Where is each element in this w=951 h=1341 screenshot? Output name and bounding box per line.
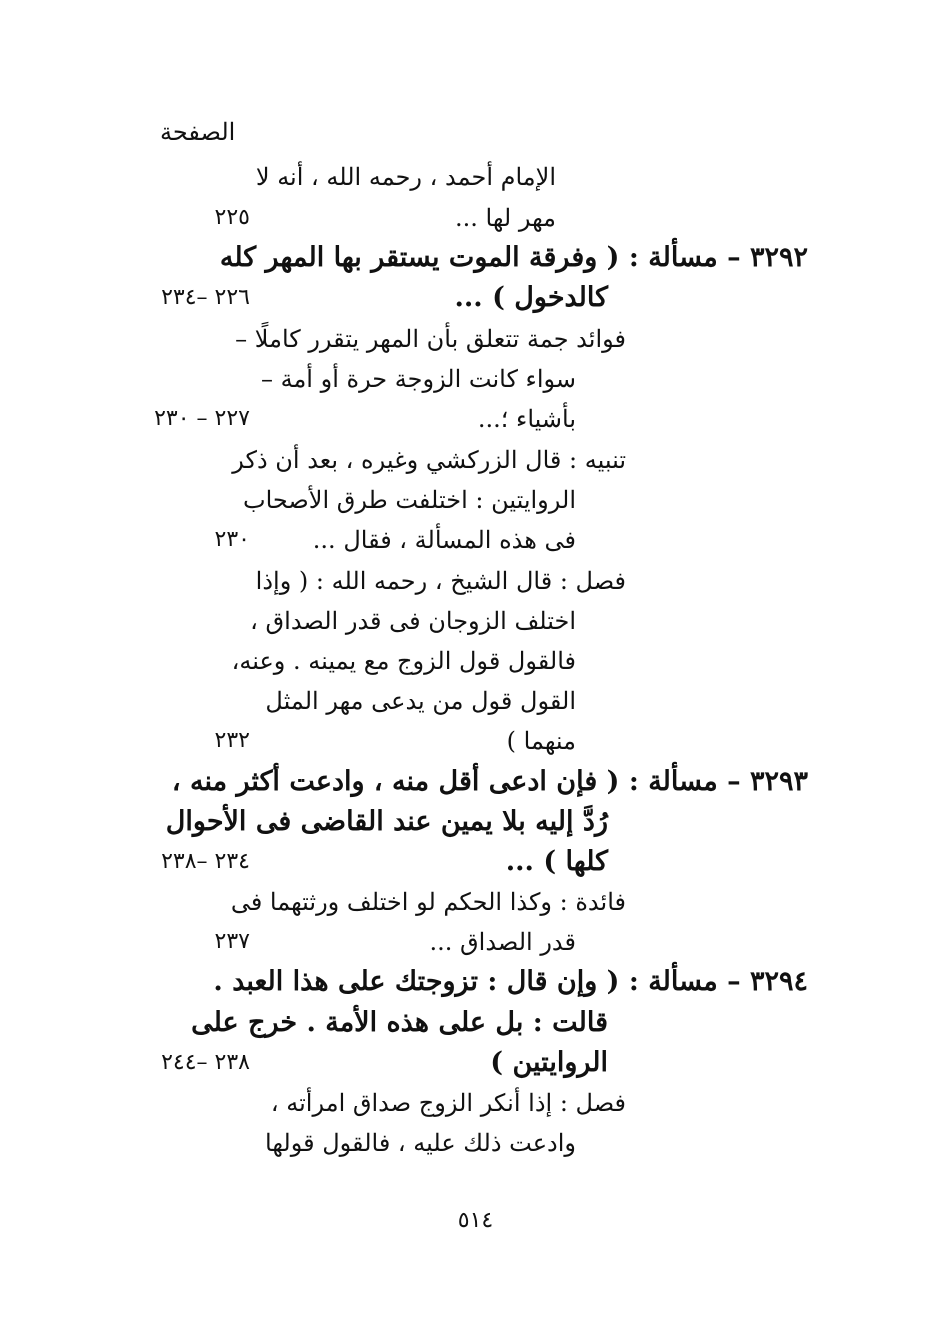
page-reference: ٢٣٢ <box>214 728 250 753</box>
entry-text: فائدة : وكذا الحكم لو اختلف ورثتهما فى <box>230 888 626 916</box>
page-reference: ٢٣٠ <box>214 527 250 552</box>
entry-text: فالقول قول الزوج مع يمينه . وعنه، <box>231 647 576 675</box>
index-entry <box>0 601 576 641</box>
index-entry <box>0 802 608 842</box>
index-entry <box>0 1003 608 1043</box>
entry-text: اختلف الزوجان فى قدر الصداق ، <box>250 607 576 635</box>
entry-text: فى هذه المسألة ، فقال ... <box>312 526 576 554</box>
entry-heading-text: رُدَّ إليه بلا يمين عند القاضى فى الأحوال <box>165 806 608 837</box>
index-entry <box>0 762 808 802</box>
page-reference: ٢٢٧ – ٢٣٠ <box>154 406 250 431</box>
entry-text: منهما ) <box>506 727 576 755</box>
entry-text: سواء كانت الزوجة حرة أو أمة – <box>260 365 576 393</box>
index-entry <box>0 440 626 480</box>
page-reference: ٢٣٧ <box>214 929 250 954</box>
page-reference: ٢٣٤ –٢٣٨ <box>161 849 250 874</box>
index-entry <box>0 157 556 197</box>
index-entry <box>0 561 626 601</box>
page-reference: ٢٢٦ –٢٣٤ <box>161 285 250 310</box>
entry-text: قدر الصداق ... <box>429 928 576 956</box>
entry-text: فصل : قال الشيخ ، رحمه الله : ( وإذا <box>255 567 626 595</box>
entry-text: تنبيه : قال الزركشي وغيره ، بعد أن ذكر <box>232 446 626 474</box>
index-entry <box>0 1083 626 1123</box>
entry-heading-text: كلها ) ... <box>505 846 608 877</box>
index-entry <box>0 681 576 721</box>
index-entry <box>0 962 808 1002</box>
entry-heading-text: ٣٢٩٣ – مسألة : ( فإن ادعى أقل منه ، وادعت أكثر منه ، <box>171 766 808 797</box>
entry-text: وادعت ذلك عليه ، فالقول قولها <box>265 1129 576 1157</box>
entry-text: بأشياء ؛... <box>477 405 576 433</box>
entry-text: القول قول من يدعى مهر المثل <box>265 687 576 715</box>
entry-text: فوائد جمة تتعلق بأن المهر يتقرر كاملًا – <box>235 325 626 353</box>
entry-text: الإمام أحمد ، رحمه الله ، أنه لا <box>255 163 556 191</box>
page-reference: ٢٢٥ <box>214 205 250 230</box>
entry-heading-text: كالدخول ) ... <box>454 282 608 313</box>
index-entry <box>0 1123 576 1163</box>
page-reference: ٢٣٨ –٢٤٤ <box>161 1050 250 1075</box>
entry-text: مهر لها ... <box>455 204 556 232</box>
entry-heading-text: الروايتين ) <box>490 1047 608 1078</box>
index-entry <box>0 359 576 399</box>
entry-heading-text: ٣٢٩٤ – مسألة : ( وإن قال : تزوجتك على هذا العبد . <box>213 966 808 997</box>
index-entry <box>0 238 808 278</box>
index-entry <box>0 882 626 922</box>
index-entry <box>0 641 576 681</box>
index-entry <box>0 480 576 520</box>
entry-text: الروايتين : اختلفت طرق الأصحاب <box>242 486 576 514</box>
entry-text: فصل : إذا أنكر الزوج صداق امرأته ، <box>270 1089 626 1117</box>
page-number: ٥١٤ <box>457 1208 494 1233</box>
page-column-header: الصفحة <box>160 118 236 146</box>
entry-heading-text: ٣٢٩٢ – مسألة : ( وفرقة الموت يستقر بها المهر كله <box>219 242 808 273</box>
entry-heading-text: قالت : بل على هذه الأمة . خرج على <box>191 1007 608 1038</box>
index-entry <box>0 319 626 359</box>
